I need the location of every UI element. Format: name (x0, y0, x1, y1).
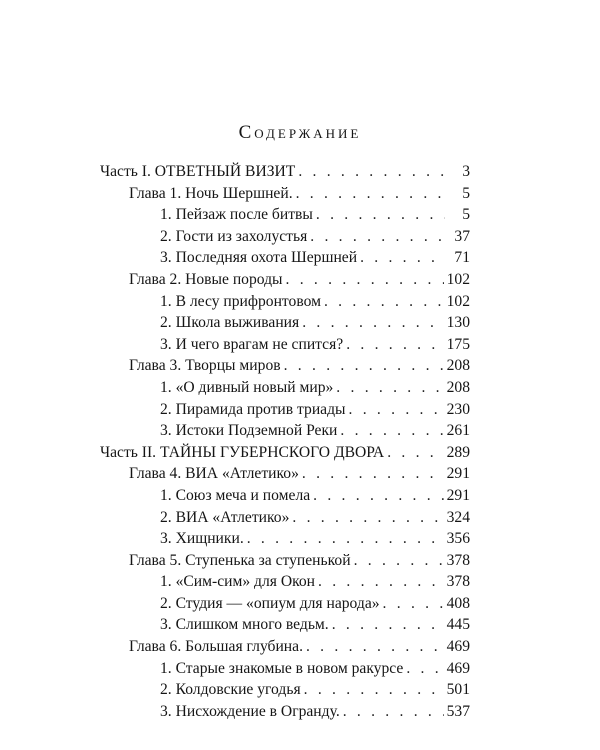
toc-entry-label: Глава 5. Ступенька за ступенькой (129, 551, 351, 569)
toc-page-number: 501 (446, 681, 470, 699)
dot-leader (332, 614, 444, 636)
toc-chapter-entry (100, 550, 470, 572)
toc-entry-label: 2. Студия — «опиум для народа» (160, 594, 380, 612)
toc-entry-label: 2. Колдовские угодья (160, 681, 301, 699)
dot-leader (298, 161, 445, 183)
dot-leader (304, 679, 444, 701)
toc-list (100, 161, 470, 722)
toc-part-entry (100, 442, 470, 464)
toc-entry-label: 3. Слишком много ведьм. (160, 616, 329, 634)
toc-entry-label: 1. Союз меча и помела (160, 486, 311, 504)
toc-section-entry (100, 614, 470, 636)
toc-page-number: 37 (454, 227, 470, 245)
dot-leader (383, 593, 444, 615)
toc-entry-label: 1. «Сим-сим» для Окон (160, 573, 316, 591)
toc-page-number: 102 (446, 292, 470, 310)
toc-page-number: 261 (446, 422, 470, 440)
toc-section-entry (100, 291, 470, 313)
toc-page-number: 102 (446, 270, 470, 288)
toc-section-entry (100, 485, 470, 507)
toc-entry-label: 2. Гости из захолустья (160, 227, 308, 245)
toc-page-number: 230 (446, 400, 470, 418)
dot-leader (296, 183, 445, 205)
toc-part-entry (100, 161, 470, 183)
toc-entry-label: 1. «О дивный новый мир» (160, 378, 334, 396)
dot-leader (387, 442, 443, 464)
toc-page-number: 71 (454, 249, 470, 267)
toc-page-number: 324 (446, 508, 470, 526)
toc-entry-label: Глава 4. ВИА «Атлетико» (129, 465, 299, 483)
toc-chapter-entry (100, 183, 470, 205)
toc-section-entry (100, 334, 470, 356)
toc-section-entry (100, 507, 470, 529)
toc-section-entry (100, 701, 470, 723)
toc-page-number: 175 (446, 335, 470, 353)
dot-leader (292, 507, 443, 529)
dot-leader (343, 701, 444, 723)
dot-leader (306, 636, 444, 658)
toc-page-number: 208 (446, 357, 470, 375)
toc-section-entry (100, 420, 470, 442)
toc-page-number: 445 (446, 616, 470, 634)
toc-page-number: 5 (462, 184, 470, 202)
dot-leader (318, 571, 444, 593)
toc-section-entry (100, 571, 470, 593)
toc-page-number: 130 (446, 314, 470, 332)
toc-page-number: 537 (446, 702, 470, 720)
toc-page-number: 378 (446, 573, 470, 591)
dot-leader (302, 463, 444, 485)
toc-entry-label: Часть I. ОТВЕТНЫЙ ВИЗИТ (100, 163, 296, 180)
toc-title: Содержание (238, 122, 362, 143)
toc-chapter-entry (100, 269, 470, 291)
dot-leader (354, 550, 444, 572)
dot-leader (360, 247, 445, 269)
toc-section-entry (100, 399, 470, 421)
toc-section-entry (100, 528, 470, 550)
toc-entry-label: 3. И чего врагам не спится? (160, 335, 344, 353)
toc-section-entry (100, 377, 470, 399)
toc-entry-label: 3. Хищники. (160, 530, 244, 548)
toc-page-number: 469 (446, 638, 470, 656)
toc-entry-label: Глава 2. Новые породы (129, 270, 283, 288)
toc-entry-label: 2. Школа выживания (160, 314, 300, 332)
toc-entry-label: 2. ВИА «Атлетико» (160, 508, 290, 526)
toc-page-number: 291 (446, 486, 470, 504)
toc-section-entry (100, 679, 470, 701)
dot-leader (336, 377, 443, 399)
toc-entry-label: Глава 3. Творцы миров (129, 357, 281, 375)
dot-leader (340, 420, 443, 442)
toc-entry-label: 3. Истоки Подземной Реки (160, 422, 338, 440)
toc-page-number: 5 (462, 206, 470, 224)
dot-leader (324, 291, 444, 313)
toc-entry-label: Глава 6. Большая глубина. (129, 638, 303, 656)
toc-section-entry (100, 247, 470, 269)
toc-entry-label: 2. Пирамида против триады (160, 400, 346, 418)
dot-leader (313, 485, 443, 507)
toc-entry-label: 1. Старые знакомые в новом ракурсе (160, 659, 404, 677)
toc-entry-label: 1. Пейзаж после битвы (160, 206, 313, 224)
dot-leader (247, 528, 444, 550)
toc-page-number: 289 (446, 443, 470, 461)
toc-section-entry (100, 226, 470, 248)
toc-page-number: 408 (446, 594, 470, 612)
toc-entry-label: 3. Последняя охота Шершней (160, 249, 358, 267)
toc-section-entry (100, 658, 470, 680)
toc-chapter-entry (100, 636, 470, 658)
toc-entry-label: Глава 1. Ночь Шершней. (129, 184, 293, 202)
dot-leader (284, 355, 444, 377)
dot-leader (406, 658, 443, 680)
dot-leader (286, 269, 444, 291)
dot-leader (346, 334, 443, 356)
toc-entry-label: 1. В лесу прифронтовом (160, 292, 321, 310)
toc-chapter-entry (100, 355, 470, 377)
toc-page-number: 291 (446, 465, 470, 483)
toc-section-entry (100, 593, 470, 615)
toc-entry-label: Часть II. ТАЙНЫ ГУБЕРНСКОГО ДВОРА (100, 443, 385, 461)
toc-chapter-entry (100, 463, 470, 485)
dot-leader (302, 312, 443, 334)
toc-entry-label: 3. Нисхождение в Огранду. (160, 702, 340, 720)
toc-section-entry (100, 204, 470, 226)
toc-page-number: 378 (446, 551, 470, 569)
toc-page-number: 3 (462, 163, 470, 180)
toc-section-entry (100, 312, 470, 334)
toc-page-number: 356 (446, 530, 470, 548)
dot-leader (349, 399, 444, 421)
dot-leader (316, 204, 445, 226)
toc-page-number: 208 (446, 378, 470, 396)
toc-page-number: 469 (446, 659, 470, 677)
dot-leader (310, 226, 445, 248)
